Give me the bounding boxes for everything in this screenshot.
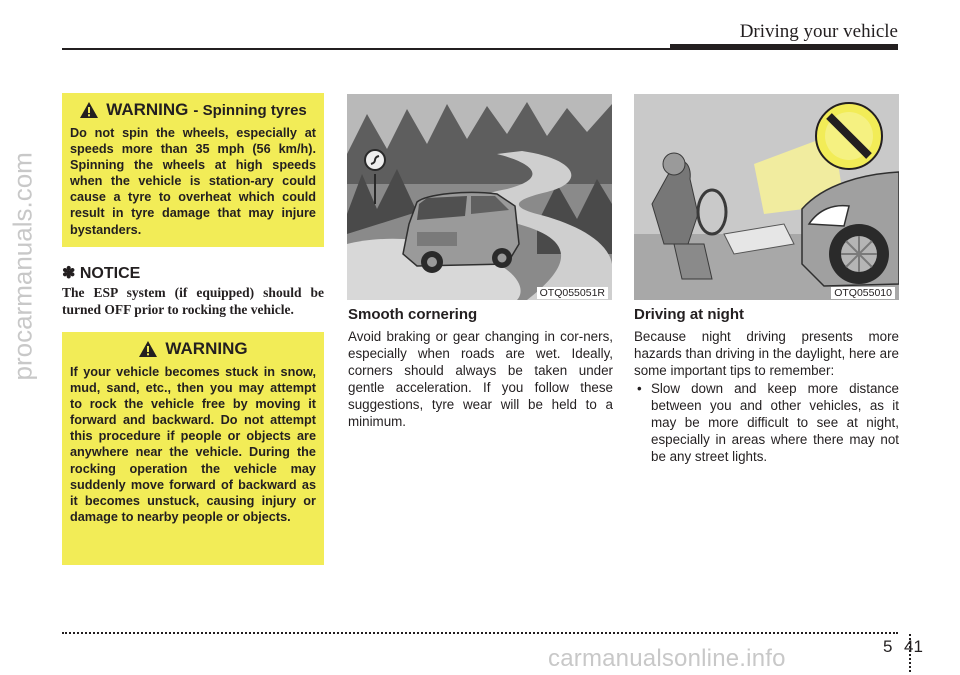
figure-driving-at-night [634, 94, 899, 300]
watermark-carmanualsonline: carmanualsonline.info [548, 645, 786, 672]
bullet-text: Slow down and keep more distance between you and other vehicles, as it may be more difficult to see at night, especially in areas where there may not be any street lights. [651, 381, 899, 464]
warning-heading [70, 339, 316, 359]
warning-heading [70, 100, 316, 120]
van-on-winding-road-illustration [347, 94, 612, 300]
section-body-smooth-cornering: Avoid braking or gear changing in cor-ners, especially when roads are wet. Ideally, corners should always be taken under gentle acceleration. If you follow these suggestions, tyre wear will be held to a minimum. [348, 329, 613, 429]
prohibition-icon [816, 103, 882, 169]
chapter-number: 5 [883, 637, 893, 656]
warning-label: WARNING [106, 100, 189, 119]
section-title-driving-at-night: Driving at night [634, 306, 744, 323]
section-title-smooth-cornering: Smooth cornering [348, 306, 478, 323]
warning-triangle-icon [138, 340, 158, 358]
watermark-procarmanuals: procarmanuals.com [7, 152, 38, 381]
running-header-title: Driving your vehicle [739, 21, 898, 42]
figure-code: OTQ055010 [831, 287, 895, 299]
warning-subtitle: - Spinning tyres [193, 101, 307, 119]
figure-smooth-cornering [347, 94, 612, 300]
night-driving-illustration [634, 94, 899, 300]
warning-label: WARNING [165, 339, 248, 358]
warning-box-rocking [62, 332, 324, 565]
header-rule [62, 48, 672, 50]
notice-heading: ✽ NOTICE [62, 265, 141, 282]
page-number: 41 [904, 637, 923, 656]
footer-rule [62, 632, 898, 634]
bullet-icon: • [637, 381, 642, 396]
section-intro-driving-at-night: Because night driving presents more hazards than driving in the daylight, here are some important tips to remember: [634, 329, 899, 378]
header-rule-accent [670, 44, 898, 50]
notice-text: The ESP system (if equipped) should be turned OFF prior to rocking the vehicle. [62, 285, 324, 317]
warning-text: Do not spin the wheels, especially at speeds more than 35 mph (56 km/h). Spinning the wheels at high speeds when the vehicle is station-ary could cause a tyre to overheat which could result in tyre damage that may injure bystanders. [70, 126, 316, 237]
figure-code: OTQ055051R [537, 287, 608, 299]
warning-box-spinning-tyres [62, 93, 324, 247]
list-item [634, 380, 899, 465]
warning-triangle-icon [79, 101, 99, 119]
warning-text: If your vehicle becomes stuck in snow, mud, sand, etc., then you may attempt to rock the vehicle free by moving it forward and backward. Do not attempt this procedure if people or objects are anywhere near the vehicle. During the rocking operation the vehicle may suddenly move forward of backward as it becomes unstuck, causing injury or damage to nearby people or objects. [70, 365, 316, 524]
